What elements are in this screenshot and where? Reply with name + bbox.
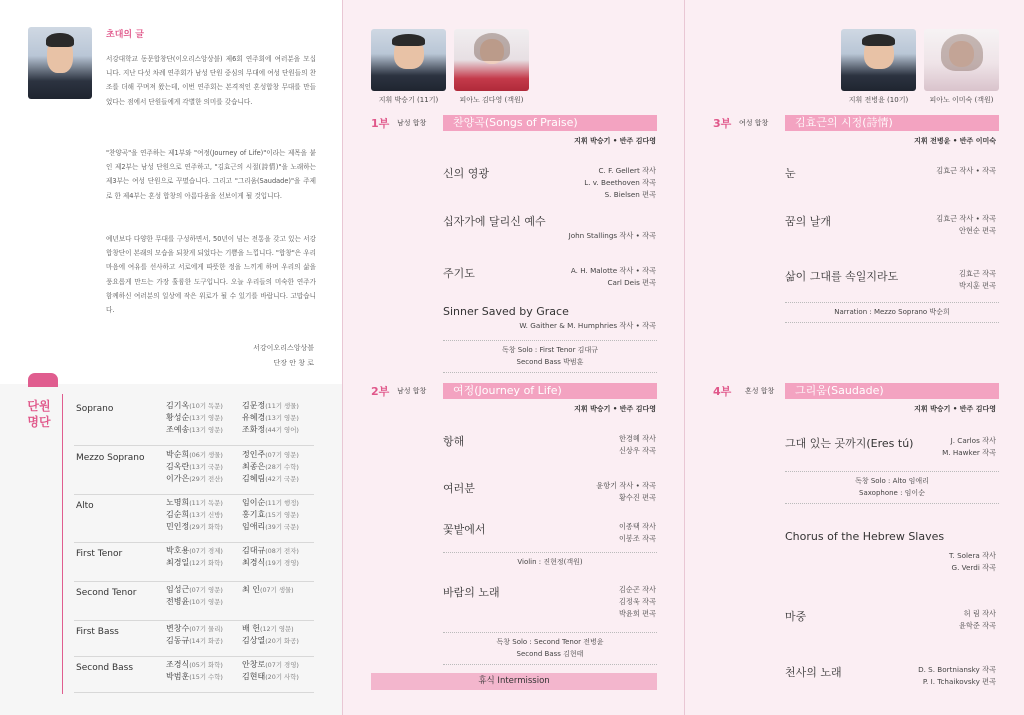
song-credit: J. Carlos 작사 (950, 436, 996, 445)
song-credit: 신상우 작곡 (618, 446, 656, 455)
roster-member (166, 521, 223, 532)
performance-note: Saxophone : 임이순 (859, 489, 925, 497)
song-title: 삶이 그대를 속일지라도 (785, 270, 899, 283)
song-title: 신의 영광 (443, 167, 490, 180)
song-credit: D. S. Bortniansky 작곡 (918, 665, 996, 674)
roster-member (166, 596, 223, 607)
invitation-paragraph-2: "찬양곡"을 연주하는 제1부와 "여정(Journey of Life)"이라는 제목을 붙인 제2부는 남성 단원으로 연주하고, "김효근의 시절(詩情)"을 노래하는 제3부는 여성 단원으로 꾸몄습니다. 그리고 "그리움(Saudade)"을 주제로 한 제4부는 혼성 합창의 아름다움을 선보이게 될 것입니다. (106, 149, 316, 200)
director-photo (28, 27, 92, 99)
part-kind: 혼성 합창 (745, 387, 775, 395)
song-title: 마중 (785, 610, 807, 623)
song-title: 그대 있는 곳까지(Eres tú) (785, 437, 914, 450)
song-credit: 김순곤 작사 (618, 585, 656, 594)
part-number: 1부 (371, 117, 390, 130)
roster-member (242, 449, 299, 460)
member-name: 전병윤 (166, 597, 190, 606)
member-info: (10기 독문) (189, 402, 223, 410)
member-info: (29기 화학) (189, 523, 223, 531)
member-info: (11기 행정) (265, 499, 299, 507)
conductor-caption: 지휘 박승기 (11기) (378, 96, 439, 104)
song-title: 꽃밭에서 (443, 523, 486, 536)
roster-tab-decoration (28, 373, 58, 387)
conductor-caption-2: 지휘 전병윤 (10기) (848, 96, 909, 104)
pianist-caption: 피아노 김다영 (객원) (459, 96, 524, 104)
divider (443, 372, 657, 373)
signature-name: 단장 안 창 로 (273, 359, 314, 367)
divider (443, 664, 657, 665)
roster-member (242, 584, 294, 595)
roster-member (242, 400, 299, 411)
member-info: (12기 화학) (189, 559, 223, 567)
song-title: Sinner Saved by Grace (443, 305, 569, 318)
member-info: (07기 경제) (189, 547, 223, 555)
program-panel-right (684, 0, 1024, 715)
member-info: (07기 영문) (189, 586, 223, 594)
member-name: 최종은 (242, 462, 266, 471)
roster-row (74, 447, 314, 495)
song-title: 십자가에 달리신 예수 (443, 215, 546, 228)
member-name: 김순희 (166, 510, 190, 519)
member-name: 박호용 (166, 546, 190, 555)
roster-member (242, 412, 299, 423)
roster-member (166, 557, 223, 568)
conductor-line: 지휘 박승기 • 반주 김다영 (574, 137, 656, 145)
song-credit: 윤학준 작곡 (958, 621, 996, 630)
song-title: 천사의 노래 (785, 666, 842, 679)
song-credit: S. Bielsen 편곡 (604, 190, 656, 199)
roster-member (242, 509, 299, 520)
roster-member (166, 412, 223, 423)
member-name: 조예송 (166, 425, 190, 434)
member-name: 이가은 (166, 474, 190, 483)
part-number: 3부 (713, 117, 732, 130)
roster-part-name: Soprano (76, 404, 114, 414)
member-name: 김상열 (242, 636, 266, 645)
song-credit: C. F. Gellert 작사 (598, 166, 656, 175)
member-name: 홍기효 (242, 510, 266, 519)
song-credit: 김효근 작곡 (958, 269, 996, 278)
roster-part-name: First Bass (76, 627, 119, 637)
song-credit: 한경혜 작사 (618, 434, 656, 443)
roster-member (166, 473, 223, 484)
divider (785, 503, 999, 504)
song-credit: 김정욱 작곡 (618, 597, 656, 606)
pianist-photo (454, 29, 529, 91)
part-title-bar: 그리움(Saudade) (785, 383, 999, 399)
invitation-paragraph-3: 예년보다 다양한 무대를 구성하면서, 50년이 넘는 전통을 갖고 있는 서강합창단이 본래의 모습을 되찾게 되었다는 기쁨을 느낍니다. "합창"은 우리 마음에 여유를 선사하고 서로에게 따뜻한 정을 느끼게 하며 우리의 삶을 풍요롭게 만드는 가장 훌륭한 도구입니다. 오늘 우리들의 미숙한 연주가 함께하신 여러분의 일상에 작은 위로가 될 수 있기를 바랍니다. 고맙습니다. (106, 235, 316, 315)
roster-divider (62, 394, 63, 694)
member-name: 김문정 (242, 401, 266, 410)
member-name: 최 인 (242, 585, 260, 594)
member-info: (14기 화공) (189, 637, 223, 645)
song-credit: 윤항기 작사 • 작곡 (596, 481, 656, 490)
member-info: (28기 수학) (265, 463, 299, 471)
member-info: (13기 영문) (265, 414, 299, 422)
song-credit: 안현순 편곡 (958, 226, 996, 235)
member-name: 배 헌 (242, 624, 260, 633)
member-info: (12기 영문) (260, 625, 294, 633)
member-name: 김현태 (242, 672, 266, 681)
member-name: 민인정 (166, 522, 190, 531)
member-name: 박범훈 (166, 672, 190, 681)
performance-note: 독창 Solo : First Tenor 김대규 (502, 346, 598, 354)
member-name: 임성근 (166, 585, 190, 594)
member-name: 김기옥 (166, 401, 190, 410)
song-credit: T. Solera 작사 (948, 551, 996, 560)
roster-part-name: Alto (76, 501, 94, 511)
roster-member (166, 449, 223, 460)
member-info: (15기 수학) (189, 673, 223, 681)
performance-note: 독창 Solo : Alto 임애리 (855, 477, 929, 485)
divider (443, 552, 657, 553)
roster-row (74, 582, 314, 621)
conductor-line: 지휘 박승기 • 반주 김다영 (574, 405, 656, 413)
roster-member (242, 545, 299, 556)
member-name: 안창로 (242, 660, 266, 669)
member-name: 김동규 (166, 636, 190, 645)
song-title: Chorus of the Hebrew Slaves (785, 530, 945, 543)
member-name: 최경일 (166, 558, 190, 567)
member-info: (07기 생물) (260, 586, 294, 594)
roster-title: 단원 명단 (27, 399, 51, 429)
member-info: (42기 국문) (265, 475, 299, 483)
roster-member (242, 521, 299, 532)
roster-row (74, 657, 314, 693)
signature-org: 서강이오리스앙상블 (253, 344, 314, 352)
roster-part-name: Second Tenor (76, 588, 137, 598)
member-name: 정인주 (242, 450, 266, 459)
song-credit: 김효근 작사 • 작곡 (936, 214, 996, 223)
divider (785, 471, 999, 472)
divider (443, 632, 657, 633)
roster-part-name: Mezzo Soprano (76, 453, 145, 463)
member-info: (11기 독문) (189, 499, 223, 507)
roster-member (166, 400, 223, 411)
member-info: (05기 화학) (189, 661, 223, 669)
member-info: (06기 생물) (189, 451, 223, 459)
song-credit: 황수진 편곡 (618, 493, 656, 502)
invitation-paragraph-1: 서강대학교 동문합창단(이오리스앙상블) 제6회 연주회에 여러분을 모십니다. 지난 다섯 차례 연주회가 남성 단원 중심의 무대에 여성 단원들의 찬조를 더해 꾸며져 왔는데, 이번 연주회는 본격적인 혼성합창 무대를 만들었다는 점에서 단원들에게 각별한 의미를 갖습니다. (106, 55, 316, 106)
divider (785, 322, 999, 323)
performance-note: Second Bass 김현태 (516, 650, 584, 658)
member-info: (13기 영문) (189, 426, 223, 434)
member-name: 박순희 (166, 450, 190, 459)
member-info: (20기 사학) (265, 673, 299, 681)
song-credit: 박지훈 편곡 (958, 281, 996, 290)
conductor-photo (371, 29, 446, 91)
member-name: 조경식 (166, 660, 190, 669)
song-credit: 이종택 작사 (618, 522, 656, 531)
member-info: (39기 국문) (265, 523, 299, 531)
performance-note: Narration : Mezzo Soprano 박순희 (834, 308, 950, 316)
roster-member (166, 424, 223, 435)
song-credit: 허 림 작사 (963, 609, 996, 618)
roster-member (166, 584, 223, 595)
song-credit: 이봉조 작곡 (618, 534, 656, 543)
member-name: 변창수 (166, 624, 190, 633)
roster-member (242, 461, 299, 472)
roster-member (166, 545, 223, 556)
part-number: 4부 (713, 385, 732, 398)
member-info: (07기 물리) (189, 625, 223, 633)
song-credit: 박윤희 편곡 (618, 609, 656, 618)
song-credit: W. Gaither & M. Humphries 작사 • 작곡 (519, 321, 656, 330)
song-credit: P. I. Tchaikovsky 편곡 (922, 677, 996, 686)
part-title-bar: 찬양곡(Songs of Praise) (443, 115, 657, 131)
roster-member (242, 424, 299, 435)
pianist-caption-2: 피아노 이미숙 (객원) (929, 96, 994, 104)
member-info: (08기 전자) (265, 547, 299, 555)
member-info: (10기 영문) (189, 598, 223, 606)
member-info: (13기 국문) (189, 463, 223, 471)
member-name: 임이순 (242, 498, 266, 507)
song-credit: 김효근 작사 • 작곡 (936, 166, 996, 175)
member-name: 조화정 (242, 425, 266, 434)
member-name: 김혜림 (242, 474, 266, 483)
roster-row (74, 495, 314, 543)
roster-row (74, 543, 314, 582)
divider (785, 302, 999, 303)
member-name: 김대규 (242, 546, 266, 555)
song-title: 항해 (443, 435, 465, 448)
part-title-bar: 여정(Journey of Life) (443, 383, 657, 399)
member-name: 김옥란 (166, 462, 190, 471)
divider (443, 340, 657, 341)
roster-member (242, 659, 299, 670)
invitation-panel (0, 0, 342, 715)
part-number: 2부 (371, 385, 390, 398)
roster-member (166, 671, 223, 682)
roster-member (166, 497, 223, 508)
member-info: (20기 화공) (265, 637, 299, 645)
roster-member (166, 659, 223, 670)
song-credit: L. v. Beethoven 작곡 (584, 178, 656, 187)
member-info: (29기 전산) (189, 475, 223, 483)
violin-note: Violin : 진현정(객원) (517, 558, 583, 566)
roster-member (242, 557, 299, 568)
conductor-line: 지휘 전병윤 • 반주 이미숙 (914, 137, 996, 145)
roster-row (74, 621, 314, 657)
roster-member (242, 497, 299, 508)
member-info: (15기 영문) (265, 511, 299, 519)
conductor-line: 지휘 박승기 • 반주 김다영 (914, 405, 996, 413)
member-info: (11기 생물) (265, 402, 299, 410)
song-credit: A. H. Malotte 작사 • 작곡 (570, 266, 656, 275)
roster-member (242, 623, 294, 634)
invitation-title: 초대의 글 (106, 30, 144, 40)
roster-member (166, 623, 223, 634)
member-name: 유혜경 (242, 413, 266, 422)
member-name: 노명희 (166, 498, 190, 507)
pianist-photo-2 (924, 29, 999, 91)
roster-member (166, 509, 223, 520)
member-name: 황성순 (166, 413, 190, 422)
roster-member (166, 635, 223, 646)
member-info: (19기 경영) (265, 559, 299, 567)
part-kind: 남성 합창 (397, 387, 427, 395)
roster-part-name: First Tenor (76, 549, 123, 559)
member-name: 최경식 (242, 558, 266, 567)
intermission-bar: 휴식 Intermission (371, 673, 657, 690)
part-kind: 남성 합창 (397, 119, 427, 127)
conductor-photo-2 (841, 29, 916, 91)
member-info: (44기 영어) (265, 426, 299, 434)
roster-member (242, 473, 299, 484)
song-credit: John Stallings 작사 • 작곡 (568, 231, 656, 240)
member-info: (13기 영문) (189, 414, 223, 422)
roster-member (242, 635, 299, 646)
song-title: 주기도 (443, 267, 475, 280)
song-title: 꿈의 날개 (785, 215, 832, 228)
roster-row (74, 398, 314, 446)
member-info: (07기 영문) (265, 451, 299, 459)
roster-part-name: Second Bass (76, 663, 134, 673)
roster-member (166, 461, 223, 472)
song-credit: G. Verdi 작곡 (951, 563, 996, 572)
performance-note: Second Bass 박범훈 (516, 358, 584, 366)
song-title: 여러분 (443, 482, 475, 495)
performance-note: 독창 Solo : Second Tenor 전병윤 (496, 638, 604, 646)
part-title-bar: 김효근의 시정(詩情) (785, 115, 999, 131)
song-credit: Carl Deis 편곡 (607, 278, 656, 287)
song-title: 바람의 노래 (443, 586, 500, 599)
program-panel-left (342, 0, 684, 715)
member-info: (07기 경영) (265, 661, 299, 669)
part-kind: 여성 합창 (739, 119, 769, 127)
song-title: 눈 (785, 167, 796, 180)
roster-member (242, 671, 299, 682)
song-credit: M. Hawker 작곡 (942, 448, 996, 457)
member-name: 임애리 (242, 522, 266, 531)
member-info: (13기 신방) (189, 511, 223, 519)
